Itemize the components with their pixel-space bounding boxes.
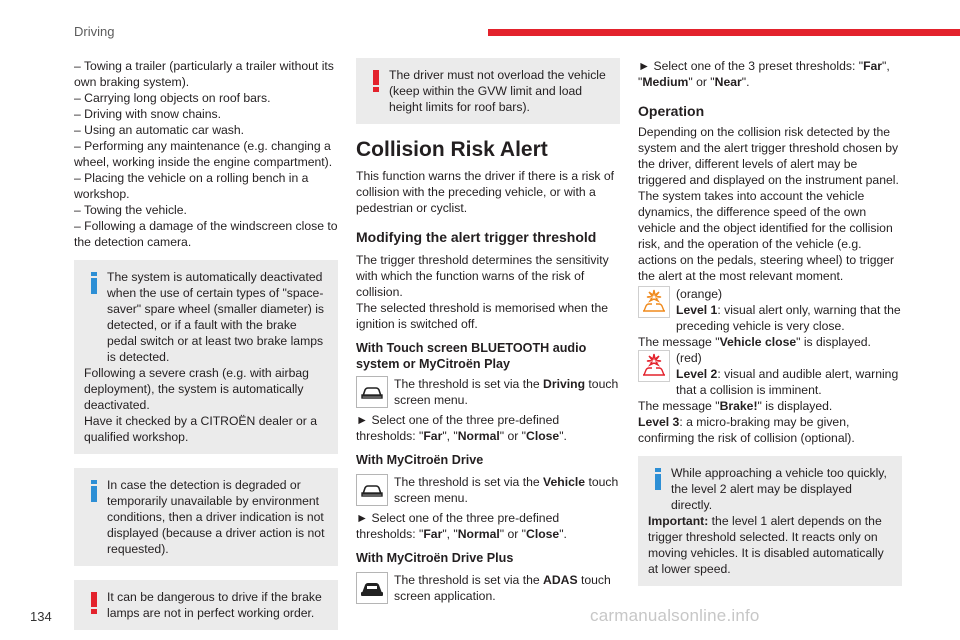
list-item: – Performing any maintenance (e.g. changing a wheel, working inside the engine compartment). xyxy=(74,139,333,169)
paragraph: The selected threshold is memorised when the ignition is switched off. xyxy=(356,301,609,331)
info-box-approach xyxy=(638,456,902,586)
text: : visual and audible alert, warning that a collision is imminent. xyxy=(676,367,899,397)
warning-text: It can be dangerous to drive if the brake lamps are not in perfect working order. xyxy=(107,590,322,620)
car-icon xyxy=(356,474,388,506)
text: The message " xyxy=(638,399,720,413)
collision-alert-icon xyxy=(638,286,670,318)
menu-name: Vehicle xyxy=(543,475,586,489)
section-heading: Modifying the alert trigger threshold xyxy=(356,229,597,245)
level-label: Level 2 xyxy=(676,367,718,381)
menu-name: ADAS xyxy=(543,573,578,587)
level-color: (orange) xyxy=(676,287,723,301)
list-item: – Using an automatic car wash. xyxy=(74,123,245,137)
text: " is displayed. xyxy=(796,335,871,349)
list-item: – Placing the vehicle on a rolling bench in a workshop. xyxy=(74,171,309,201)
text: " or " xyxy=(499,429,527,443)
text: ", " xyxy=(442,527,458,541)
section-heading-operation: Operation xyxy=(638,103,705,119)
threshold-normal: Normal xyxy=(457,429,500,443)
column-right xyxy=(638,58,902,586)
info-text: While approaching a vehicle too quickly, the level 2 alert may be displayed directly. xyxy=(671,466,887,512)
message-text: Brake! xyxy=(719,399,758,413)
operation-text: Depending on the collision risk detected by the system and the alert trigger threshold chosen by the driver, different levels of alert may be triggered and displayed on the instrument panel. The system takes into account the vehicle dynamics, the difference speed of the own vehicle and the object identified for the collision risk, and the operation of the vehicle (e.g. actions on the pedals, steering wheel) to trigger the alert at the most relevant moment. xyxy=(638,125,899,283)
list-item: – Following a damage of the windscreen close to the detection camera. xyxy=(74,219,338,249)
threshold-near: Near xyxy=(714,75,742,89)
threshold-medium: Medium xyxy=(642,75,689,89)
text: The threshold is set via the xyxy=(394,475,544,489)
level-color: (red) xyxy=(676,351,702,365)
text: The threshold is set via the xyxy=(394,377,544,391)
warning-box-brake-lamps xyxy=(74,580,338,630)
level-label: Level 1 xyxy=(676,303,718,317)
threshold-far: Far xyxy=(423,527,443,541)
threshold-far: Far xyxy=(863,59,883,73)
level2-alert xyxy=(638,350,902,398)
paragraph: The trigger threshold determines the sensitivity with which the function warns of the risk of collision. xyxy=(356,253,609,299)
mycitroen-drive-plus-instruction xyxy=(356,572,620,606)
info-text: the level 1 alert depends on the trigger threshold selected. It reacts only on moving vehicles. It is disabled automatically at lower speed. xyxy=(648,514,884,576)
text: The threshold is set via the xyxy=(394,573,544,587)
conditions-list xyxy=(74,58,338,250)
list-item: – Carrying long objects on roof bars. xyxy=(74,91,271,105)
text: " or " xyxy=(688,75,715,89)
info-text: The system is automatically deactivated when the use of certain types of "space-saver" spare wheel (smaller diameter) is detected, or if a fault with the brake pedal switch or at least two brake lamps is detected. xyxy=(107,270,325,364)
intro-text: This function warns the driver if there is a risk of collision with the preceding vehicle, or with a pedestrian or cyclist. xyxy=(356,169,615,215)
warning-icon xyxy=(86,590,108,616)
text: ► Select one of the 3 preset thresholds: " xyxy=(638,59,864,73)
text: The message " xyxy=(638,335,720,349)
header-accent-bar xyxy=(488,29,960,36)
info-text: Following a severe crash (e.g. with airbag deployment), the system is automatically deactivated. xyxy=(84,366,309,412)
level-label: Level 3 xyxy=(638,415,680,429)
section-title: Driving xyxy=(74,24,115,39)
text: : a micro-braking may be given, confirming the risk of collision (optional). xyxy=(638,415,855,445)
column-left xyxy=(74,58,338,630)
important-label: Important: xyxy=(648,514,709,528)
touch-screen-instruction xyxy=(356,376,620,410)
text: ". xyxy=(559,527,567,541)
list-item: – Driving with snow chains. xyxy=(74,107,221,121)
warning-box-overload xyxy=(356,58,620,124)
text: touch screen menu. xyxy=(394,377,619,407)
info-icon xyxy=(86,478,108,504)
collision-alert-icon xyxy=(638,350,670,382)
info-icon xyxy=(650,466,672,492)
text: ". xyxy=(741,75,750,89)
watermark: carmanualsonline.info xyxy=(590,606,760,625)
text: " is displayed. xyxy=(757,399,833,413)
list-item: – Towing the vehicle. xyxy=(74,203,187,217)
level1-alert xyxy=(638,286,902,334)
warning-text: The driver must not overload the vehicle (keep within the GVW limit and load height limits for roof bars). xyxy=(389,68,606,114)
column-middle xyxy=(356,58,620,606)
info-text: In case the detection is degraded or temporarily unavailable by environment conditions, then a driver indication is not displayed (because a driver action is not requested). xyxy=(107,478,325,556)
info-box-deactivation xyxy=(74,260,338,454)
info-text: Have it checked by a CITROËN dealer or a qualified workshop. xyxy=(84,414,318,444)
text: ► Select one of the three pre-defined thresholds: " xyxy=(356,511,560,541)
text: " or " xyxy=(499,527,527,541)
message-text: Vehicle close xyxy=(719,335,797,349)
text: ► Select one of the three pre-defined thresholds: " xyxy=(356,413,560,443)
info-icon xyxy=(86,270,108,296)
threshold-close: Close xyxy=(526,527,560,541)
threshold-normal: Normal xyxy=(457,527,500,541)
text: touch screen application. xyxy=(394,573,611,603)
warning-icon xyxy=(368,68,390,94)
text: : visual alert only, warning that the preceding vehicle is very close. xyxy=(676,303,901,333)
page-number: 134 xyxy=(30,609,52,624)
page-title: Collision Risk Alert xyxy=(356,138,548,161)
info-box-detection xyxy=(74,468,338,566)
text: touch screen menu. xyxy=(394,475,619,505)
subheading-mycitroen-drive: With MyCitroën Drive xyxy=(356,453,484,467)
text: ". xyxy=(559,429,567,443)
list-item: – Towing a trailer (particularly a trailer without its own braking system). xyxy=(74,59,334,89)
menu-name: Driving xyxy=(543,377,586,391)
text: ", " xyxy=(638,59,890,89)
car-icon xyxy=(356,572,388,604)
text: ", " xyxy=(442,429,458,443)
mycitroen-drive-instruction xyxy=(356,474,620,508)
threshold-far: Far xyxy=(423,429,443,443)
car-icon xyxy=(356,376,388,408)
subheading-touch-screen: With Touch screen BLUETOOTH audio system or MyCitroën Play xyxy=(356,341,587,371)
threshold-close: Close xyxy=(526,429,560,443)
subheading-mycitroen-drive-plus: With MyCitroën Drive Plus xyxy=(356,551,514,565)
